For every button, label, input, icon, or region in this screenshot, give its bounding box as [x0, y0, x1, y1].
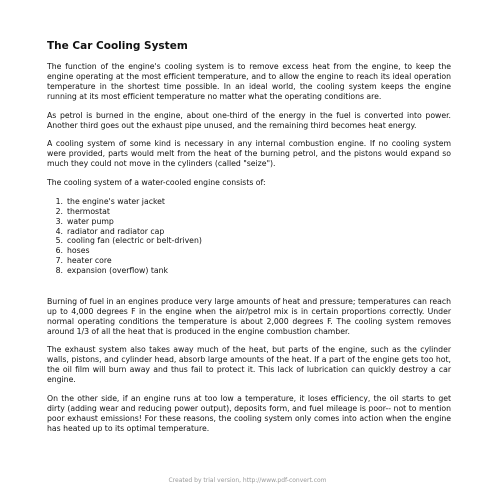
list-item: 2. thermostat: [55, 206, 110, 216]
list-item-text: radiator and radiator cap: [67, 226, 165, 236]
list-item-text: thermostat: [67, 206, 110, 216]
list-item-text: water pump: [67, 216, 114, 226]
list-item: 8. expansion (overflow) tank: [55, 265, 169, 275]
paragraph-heat-pressure: Burning of fuel in an engines produce very large amounts of heat and pressure; temperatures can reach up to 4,000 degrees F in the engine when the air/petrol mix is in certain proportions correctly. Under normal operating conditions the temperature is about 2,000 degrees F. The cooling system removes around 1/3 of all the heat that is produced in the engine combustion chamber.: [47, 296, 451, 336]
list-item: 6. hoses: [55, 246, 90, 256]
list-item: 3. water pump: [55, 216, 114, 226]
list-item: 4. radiator and radiator cap: [55, 226, 165, 236]
trial-watermark-footer: Created by trial version, http://www.pdf-convert.com: [168, 477, 327, 484]
list-item-text: expansion (overflow) tank: [67, 265, 169, 275]
document-title: The Car Cooling System: [47, 40, 188, 52]
list-item: 1. the engine's water jacket: [55, 197, 165, 207]
components-list: [47, 197, 451, 276]
paragraph-list-intro: The cooling system of a water-cooled engine consists of:: [47, 178, 266, 188]
list-item: 5. cooling fan (electric or belt-driven): [55, 236, 202, 246]
paragraph-function: The function of the engine's cooling system is to remove excess heat from the engine, to keep the engine operating at the most efficient temperature, and to allow the engine to reach its ideal operation temperature in the shortest time possible. In an ideal world, the cooling system keeps the engine running at its most efficient temperature no matter what the operating conditions are.: [47, 62, 451, 101]
list-item-text: hoses: [67, 246, 90, 256]
paragraph-exhaust: The exhaust system also takes away much of the heat, but parts of the engine, such as the cylinder walls, pistons, and cylinder head, absorb large amounts of the heat. If a part of the engine gets too hot, the oil film will burn away and thus fail to protect it. This lack of lubrication can quickly destroy a car engine.: [47, 345, 451, 385]
paragraph-low-temperature: On the other side, if an engine runs at too low a temperature, it loses efficiency, the oil starts to get dirty (adding wear and reducing power output), deposits form, and fuel mileage is poor-- not to mention poor exhaust emissions! For these reasons, the cooling system only comes into action when the engine has heated up to its optimal temperature.: [47, 394, 451, 433]
list-item-text: cooling fan (electric or belt-driven): [67, 236, 202, 246]
paragraph-energy: As petrol is burned in the engine, about one-third of the energy in the fuel is converted into power. Another third goes out the exhaust pipe unused, and the remaining third becomes heat energy.: [47, 110, 451, 130]
paragraph-necessity: A cooling system of some kind is necessary in any internal combustion engine. If no cooling system were provided, parts would melt from the heat of the burning petrol, and the pistons would expand so much they could not move in the cylinders (called "seize").: [47, 139, 451, 169]
list-item: 7. heater core: [55, 256, 112, 266]
document-page: [47, 40, 451, 443]
list-item-text: heater core: [67, 256, 112, 266]
list-item-text: the engine's water jacket: [67, 197, 165, 207]
